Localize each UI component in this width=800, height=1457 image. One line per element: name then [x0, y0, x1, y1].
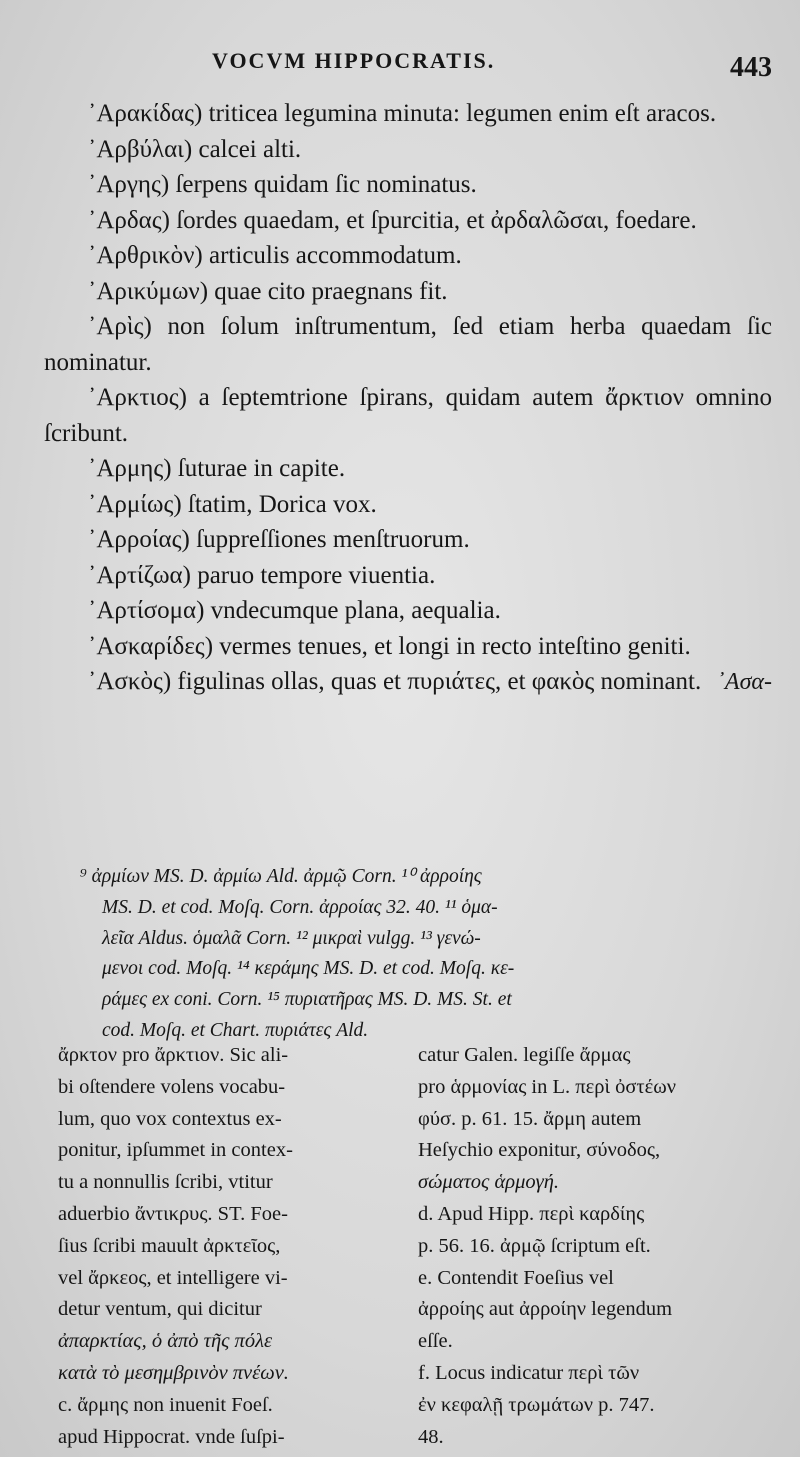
note-line: κατὰ τὸ μεσημβρινὸν πνέων.	[58, 1361, 289, 1384]
note-line: p. 56. 16. ἀρμῷ ſcriptum eſt.	[418, 1234, 651, 1257]
glossary-entry: ᾿Αρροίας) ſuppreſſiones menſtruorum.	[88, 526, 470, 553]
footnote-line: ράμες ex coni. Corn. ¹⁵ πυριατῆρας MS. D. MS. St. et	[102, 989, 512, 1011]
glossary-entry: ᾿Αρθρικὸν) articulis accommodatum.	[88, 242, 462, 269]
footnotes	[80, 862, 772, 1047]
note-line: σώματος ἁρμογή.	[418, 1171, 560, 1194]
catchword: ᾿Ασα-	[716, 669, 772, 695]
commentary-notes	[58, 1040, 772, 1453]
glossary-entry: ᾿Αρδας) ſordes quaedam, et ſpurcitia, et ἀρδαλῶσαι, foedare.	[88, 206, 697, 234]
notes-right-column	[418, 1040, 772, 1453]
note-line: detur ventum, qui dicitur	[58, 1298, 262, 1321]
glossary-entry: ᾿Ασκὸς) figulinas ollas, quas et πυριάτες, et φακὸς nominant.	[88, 668, 702, 695]
glossary-entry: ᾿Αρικύμων) quae cito praegnans fit.	[88, 277, 448, 305]
glossary-entry: ᾿Αρτίζωα) paruo tempore viuentia.	[88, 561, 436, 589]
glossary-entry: ᾿Αρβύλαι) calcei alti.	[88, 135, 302, 163]
glossary-entry: ᾿Αρμης) ſuturae in capite.	[88, 455, 346, 482]
note-line: 48.	[418, 1425, 444, 1448]
note-line: φύσ. p. 61. 15. ἄρμη autem	[418, 1107, 642, 1130]
note-line: vel ἄρκεος, et intelligere vi-	[58, 1266, 288, 1289]
note-line: Heſychio exponitur, σύνοδος,	[418, 1139, 661, 1162]
note-line: ἀπαρκτίας, ὁ ἀπὸ τῆς πόλε	[58, 1330, 273, 1353]
glossary-entry: ᾿Αρτίσομα) vndecumque plana, aequalia.	[88, 597, 501, 624]
glossary-entry: ᾿Αρακίδας) triticea legumina minuta: legumen enim eſt aracos.	[88, 100, 717, 127]
footnote-line: MS. D. et cod. Moſq. Corn. ἀρροίας 32. 40. ¹¹ ὁμα-	[102, 896, 498, 918]
note-line: pro ἁρμονίας in L. περὶ ὀστέων	[418, 1075, 677, 1098]
note-line: ſius ſcribi mauult ἀρκτεῖος,	[58, 1234, 281, 1257]
note-line: tu a nonnullis ſcribi, vtitur	[58, 1171, 273, 1194]
footnote-line: cod. Moſq. et Chart. πυριάτες Ald.	[102, 1019, 369, 1041]
running-title: VOCVM HIPPOCRATIS.	[212, 48, 496, 73]
note-line: ἀρροίης aut ἀρροίην legendum	[418, 1298, 673, 1321]
running-head	[0, 42, 800, 82]
glossary-entry: ᾿Αρμίως) ſtatim, Dorica vox.	[88, 490, 377, 518]
note-line: e. Contendit Foeſius vel	[418, 1266, 614, 1289]
note-line: ἄρκτον pro ἄρκτιον. Sic ali-	[58, 1044, 289, 1066]
notes-left-column	[58, 1040, 402, 1453]
note-line: ponitur, ipſummet in contex-	[58, 1139, 293, 1162]
note-line: ἐν κεφαλῇ τρωμάτων p. 747.	[418, 1393, 655, 1416]
note-line: eſſe.	[418, 1330, 453, 1353]
glossary-entry: ᾿Αρκτιος) a ſeptemtrione ſpirans, quidam autem ἄρκτιον omnino ſcribunt.	[44, 384, 772, 447]
note-line: d. Apud Hipp. περὶ καρδίης	[418, 1202, 645, 1225]
glossary-entry: ᾿Ασκαρίδες) vermes tenues, et longi in recto inteſtino geniti.	[88, 632, 691, 660]
note-line: bi oſtendere volens vocabu-	[58, 1075, 286, 1098]
note-line: f. Locus indicatur περὶ τῶν	[418, 1361, 640, 1384]
note-line: c. ἄρμης non inuenit Foeſ.	[58, 1393, 273, 1416]
glossary-entry: ᾿Αρὶς) non ſolum inſtrumentum, ſed etiam herba quaedam ſic nominatur.	[44, 313, 772, 376]
note-line: catur Galen. legiſſe ἄρμας	[418, 1044, 631, 1066]
note-line: aduerbio ἄντικρυς. ST. Foe-	[58, 1202, 288, 1225]
footnote-line: μενοι cod. Moſq. ¹⁴ κεράμης MS. D. et cod. Moſq. κε-	[102, 958, 515, 980]
glossary-entry: ᾿Αργης) ſerpens quidam ſic nominatus.	[88, 171, 477, 198]
note-line: apud Hippocrat. vnde ſuſpi-	[58, 1425, 285, 1448]
note-line: lum, quo vox contextus ex-	[58, 1107, 282, 1130]
footnote-line: ⁹ ἀρμίων MS. D. ἀρμίω Ald. ἀρμῷ Corn. ¹⁰ ἀρροίης	[80, 866, 482, 887]
page-number: 443	[730, 52, 772, 83]
glossary-entries	[44, 96, 772, 701]
footnote-line: λεῖα Aldus. ὁμαλᾶ Corn. ¹² μικραὶ vulgg. ¹³ γενώ-	[102, 927, 481, 949]
